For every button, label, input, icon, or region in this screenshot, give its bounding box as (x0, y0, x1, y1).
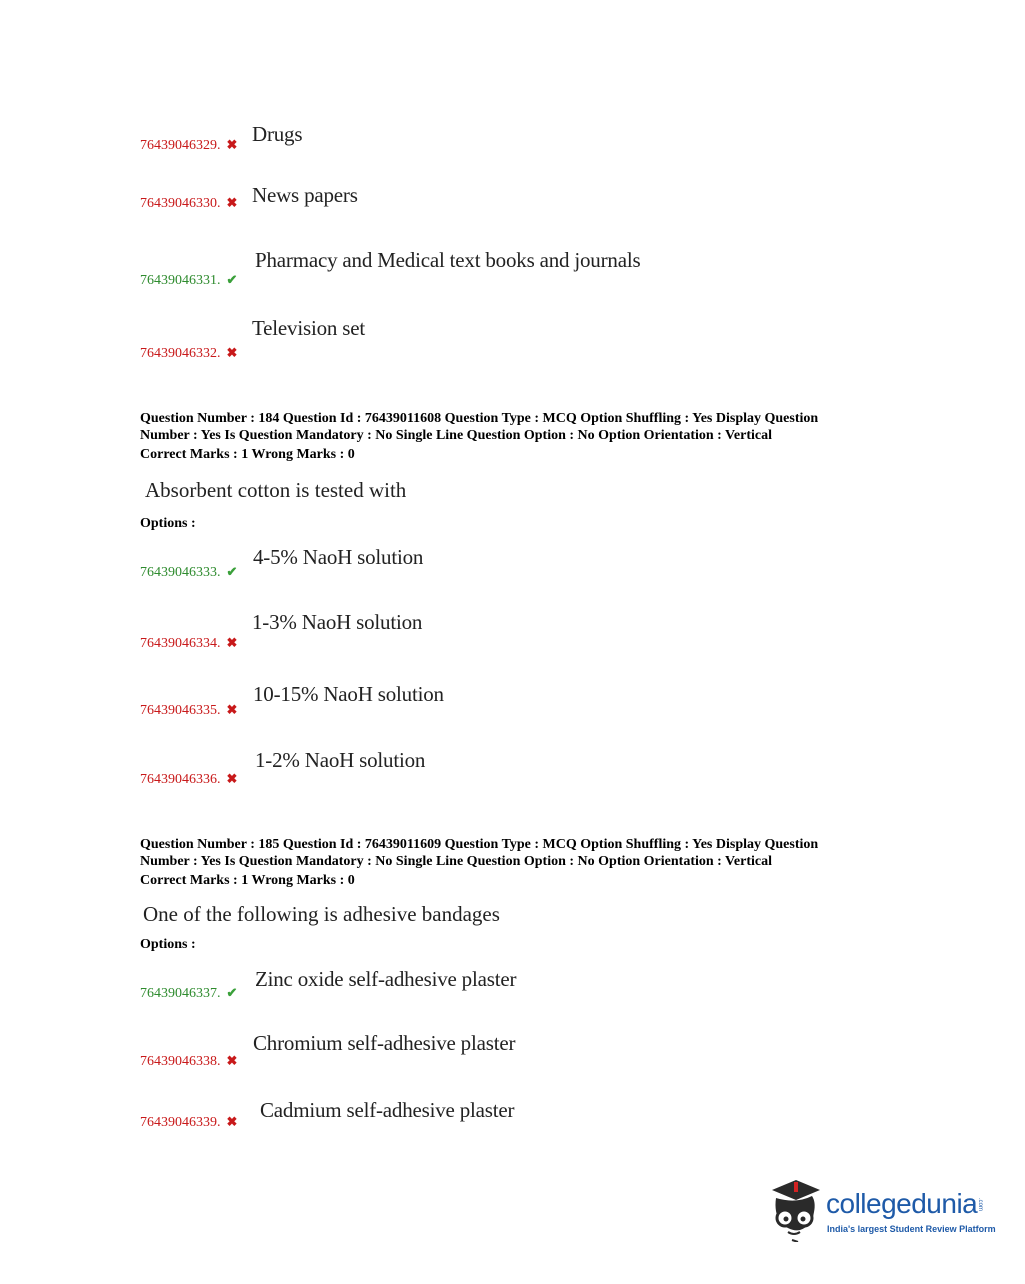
wrong-cross-icon: ✖ (226, 1114, 238, 1129)
option-id: 76439046335. ✖ (140, 702, 238, 718)
wrong-cross-icon: ✖ (226, 345, 238, 360)
correct-check-icon: ✔ (226, 272, 238, 287)
option-text: 10-15% NaoH solution (253, 682, 444, 706)
option-id: 76439046330. ✖ (140, 195, 238, 211)
option-id: 76439046338. ✖ (140, 1053, 238, 1069)
option-id: 76439046333. ✔ (140, 564, 238, 580)
question-meta-line: Number : Yes Is Question Mandatory : No Single Line Question Option : No Option Orientation : Vertical (140, 428, 772, 443)
question-meta-line: Question Number : 185 Question Id : 76439011609 Question Type : MCQ Option Shuffling : Yes Display Question (140, 837, 819, 852)
wrong-cross-icon: ✖ (226, 137, 238, 152)
option-text: News papers (252, 183, 358, 207)
option-id: 76439046337. ✔ (140, 985, 238, 1001)
wrong-cross-icon: ✖ (226, 771, 238, 786)
logo-tagline: India's largest Student Review Platform (827, 1224, 996, 1234)
options-label: Options : (140, 516, 196, 531)
question-meta-line: Number : Yes Is Question Mandatory : No Single Line Question Option : No Option Orientation : Vertical (140, 854, 772, 869)
graduate-mascot-icon (766, 1176, 824, 1242)
options-label: Options : (140, 937, 196, 952)
question-meta (140, 410, 900, 444)
question-marks: Correct Marks : 1 Wrong Marks : 0 (140, 447, 355, 462)
question-marks: Correct Marks : 1 Wrong Marks : 0 (140, 873, 355, 888)
option-text: Drugs (252, 122, 303, 146)
option-text: 1-3% NaoH solution (252, 610, 423, 634)
wrong-cross-icon: ✖ (226, 702, 238, 717)
wrong-cross-icon: ✖ (226, 1053, 238, 1068)
option-text: 1-2% NaoH solution (255, 748, 426, 772)
option-id: 76439046332. ✖ (140, 345, 238, 361)
option-text: Pharmacy and Medical text books and journals (255, 248, 641, 272)
option-text: Chromium self-adhesive plaster (253, 1031, 516, 1055)
question-text: Absorbent cotton is tested with (145, 478, 407, 502)
option-text: 4-5% NaoH solution (253, 545, 424, 569)
option-text: Cadmium self-adhesive plaster (260, 1098, 515, 1122)
logo-wordmark: collegedunia (826, 1188, 978, 1219)
option-text: Television set (252, 316, 365, 340)
option-id: 76439046339. ✖ (140, 1114, 238, 1130)
option-id: 76439046329. ✖ (140, 137, 238, 153)
option-id: 76439046331. ✔ (140, 272, 238, 288)
option-id: 76439046336. ✖ (140, 771, 238, 787)
option-text: Zinc oxide self-adhesive plaster (255, 967, 517, 991)
wrong-cross-icon: ✖ (226, 195, 238, 210)
correct-check-icon: ✔ (226, 564, 238, 579)
question-meta (140, 836, 900, 870)
logo-suffix: .com (977, 1198, 983, 1212)
question-meta-line: Question Number : 184 Question Id : 76439011608 Question Type : MCQ Option Shuffling : Yes Display Question (140, 411, 819, 426)
collegedunia-logo (766, 1176, 996, 1246)
option-id: 76439046334. ✖ (140, 635, 238, 651)
wrong-cross-icon: ✖ (226, 635, 238, 650)
question-text: One of the following is adhesive bandages (143, 902, 500, 926)
correct-check-icon: ✔ (226, 985, 238, 1000)
